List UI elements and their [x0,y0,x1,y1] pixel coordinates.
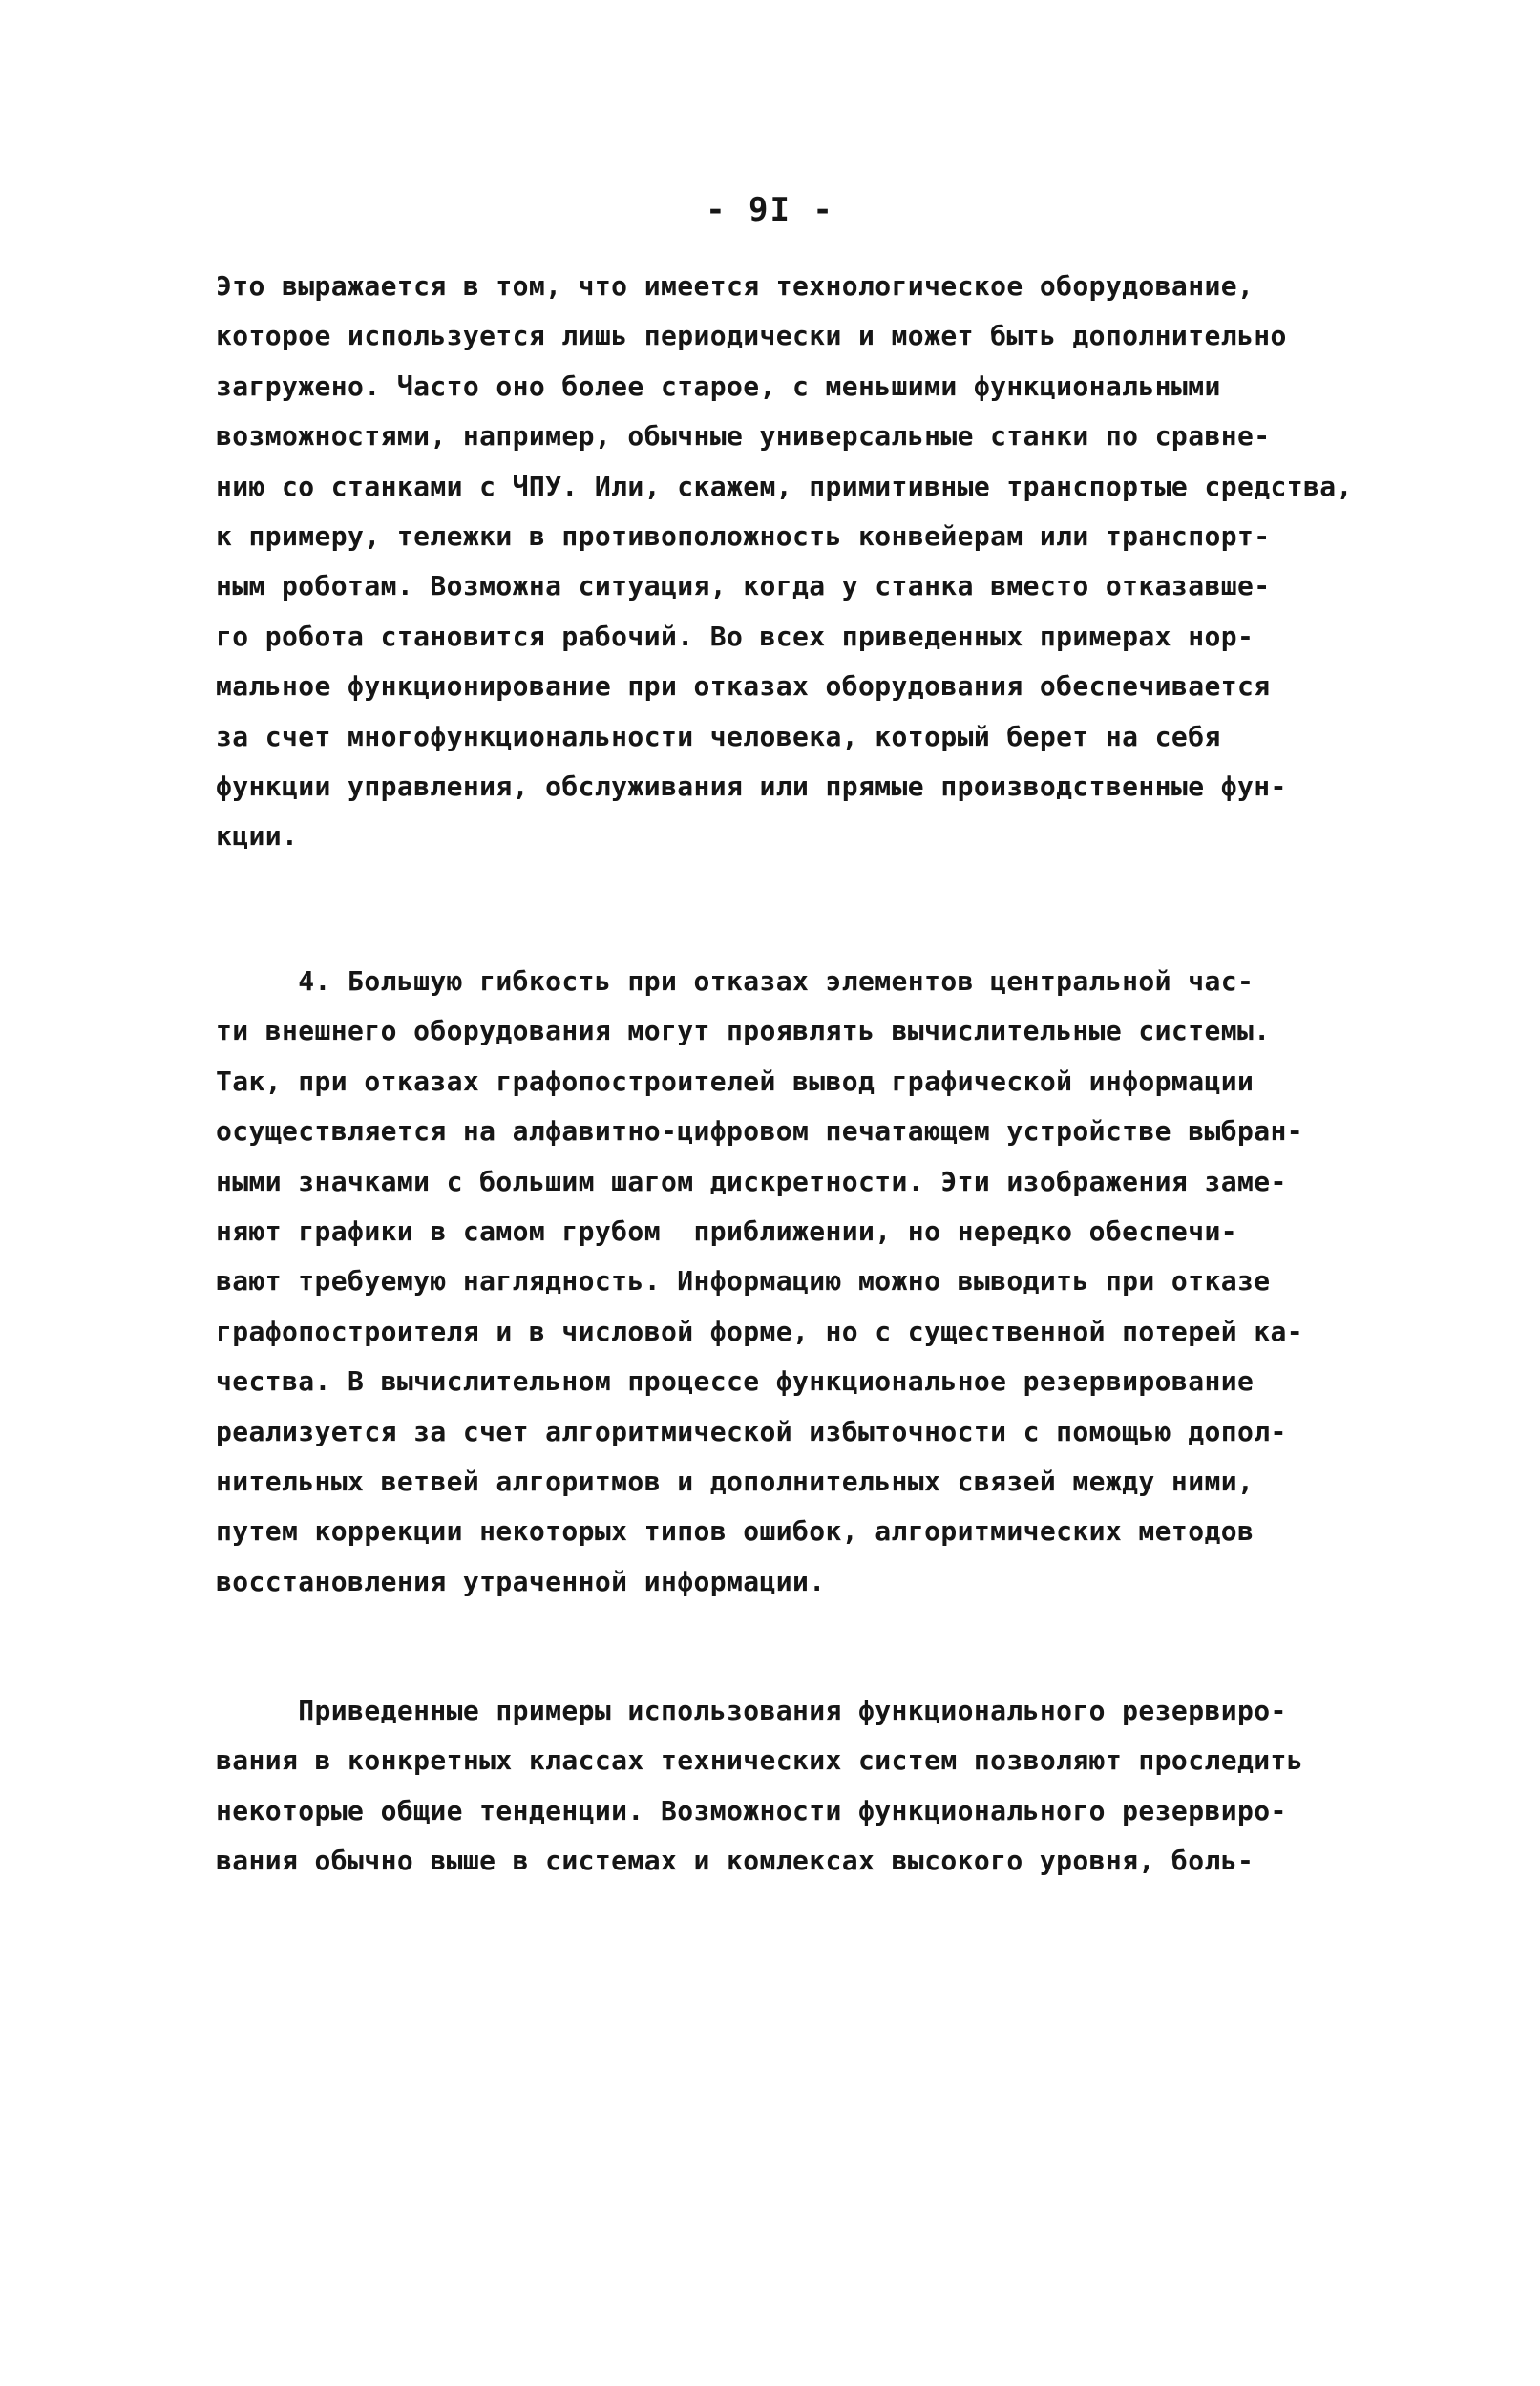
text-line: ным роботам. Возможна ситуация, когда у станка вместо отказавше- [216,570,1271,602]
paragraph-item-4 [216,957,1361,1607]
text-line: ными значками с большим шагом дискретности. Эти изображения заме- [216,1165,1287,1197]
page-number: - 9I - [706,191,834,229]
text-line: Так, при отказах графопостроителей вывод графической информации [216,1065,1255,1097]
text-line: няют графики в самом грубом приближении, но нередко обеспечи- [216,1214,1237,1247]
text-line: чества. В вычислительном процессе функциональное резервирование [216,1365,1255,1398]
text-line: которое используется лишь периодически и может быть дополнительно [216,320,1287,352]
text-line: функции управления, обслуживания или прямые производственные фун- [216,770,1287,802]
text-line: мальное функционирование при отказах оборудования обеспечивается [216,670,1271,703]
text-line: ти внешнего оборудования могут проявлять вычислительные системы. [216,1015,1271,1047]
text-line: возможностями, например, обычные универсальные станки по сравне- [216,420,1271,453]
text-line: Приведенные примеры использования функционального резервиро- [216,1695,1287,1726]
text-line: Это выражается в том, что имеется технологическое оборудование, [216,270,1255,302]
text-line: за счет многофункциональности человека, который берет на себя [216,720,1221,752]
text-line: вания обычно выше в системах и комлексах высокого уровня, боль- [216,1845,1255,1877]
text-line: некоторые общие тенденции. Возможности функционального резервиро- [216,1794,1287,1826]
text-line: кции. [216,820,299,853]
text-line: реализуется за счет алгоритмической избыточности с помощью допол- [216,1415,1287,1447]
text-line: путем коррекции некоторых типов ошибок, алгоритмических методов [216,1515,1255,1548]
text-line: вают требуемую наглядность. Информацию можно выводить при отказе [216,1265,1271,1298]
paragraph-conclusion [216,1686,1361,1887]
text-line: нительных ветвей алгоритмов и дополнительных связей между ними, [216,1465,1255,1497]
text-line: го робота становится рабочий. Во всех приведенных примерах нор- [216,620,1255,652]
text-line: осуществляется на алфавитно-цифровом печатающем устройстве выбран- [216,1115,1303,1148]
text-line: 4. Большую гибкость при отказах элементов центральной час- [216,965,1255,997]
text-line: нию со станками с ЧПУ. Или, скажем, примитивные транспортые средства, [216,470,1353,502]
text-line: восстановления утраченной информации. [216,1565,826,1597]
text-line: загружено. Часто оно более старое, с меньшими функциональными [216,370,1221,402]
paragraph-intro [216,262,1361,862]
text-line: графопостроителя и в числовой форме, но с существенной потерей ка- [216,1315,1303,1347]
text-line: вания в конкретных классах технических систем позволяют проследить [216,1744,1303,1777]
text-line: к примеру, тележки в противоположность конвейерам или транспорт- [216,519,1271,552]
